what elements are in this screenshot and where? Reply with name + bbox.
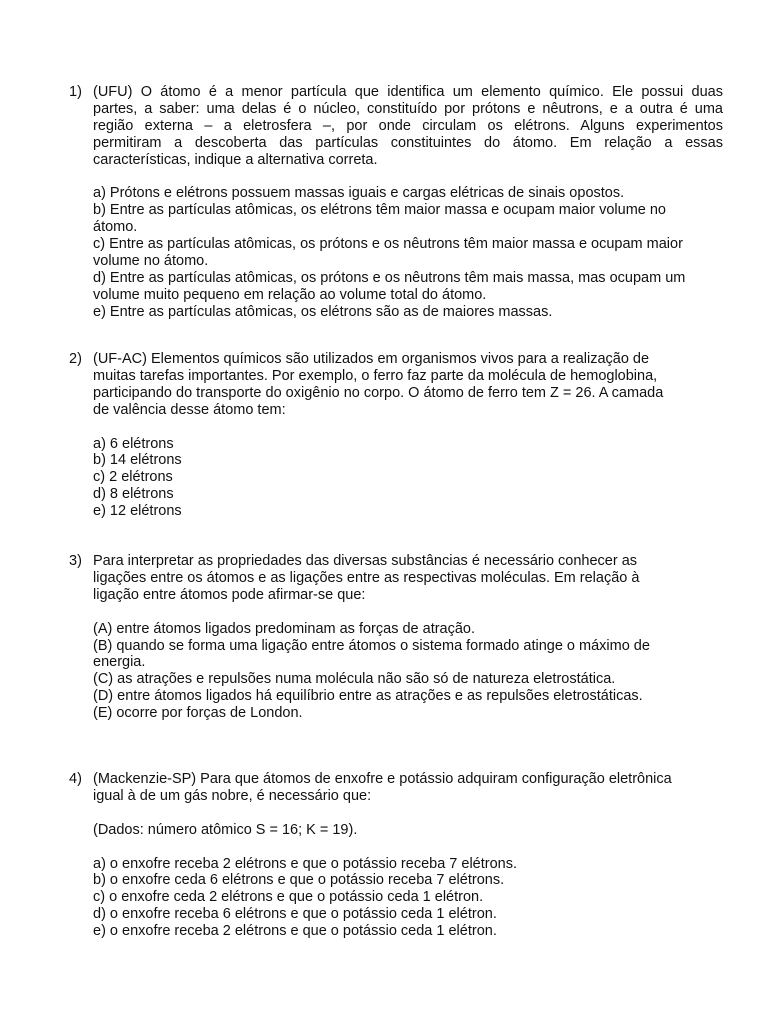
stem-line: de valência desse átomo tem: — [93, 401, 286, 418]
stem-line: muitas tarefas importantes. Por exemplo, o ferro faz parte da molécula de hemoglobina, — [93, 367, 658, 384]
option-e: e) 12 elétrons — [93, 503, 182, 520]
stem-line: participando do transporte do oxigênio no corpo. O átomo de ferro tem Z = 26. A camada — [93, 384, 664, 401]
option-b: b) Entre as partículas atômicas, os elétrons têm maior massa e ocupam maior volume no — [93, 202, 666, 219]
option-b: b) o enxofre ceda 6 elétrons e que o potássio receba 7 elétrons. — [93, 872, 505, 889]
option-a: a) 6 elétrons — [93, 435, 174, 452]
option-d: d) o enxofre receba 6 elétrons e que o potássio ceda 1 elétron. — [93, 906, 497, 923]
question-body — [93, 84, 723, 321]
question-body — [93, 553, 723, 722]
option-list — [93, 621, 723, 722]
stem-line: (Mackenzie-SP) Para que átomos de enxofre e potássio adquiram configuração eletrônica — [93, 771, 672, 787]
question-number: 4) — [69, 771, 82, 787]
stem-line: partes, a saber: uma delas é o núcleo, constituído por prótons e nêutrons, e a outra é uma — [93, 100, 723, 117]
option-d: d) 8 elétrons — [93, 486, 174, 503]
option-list — [93, 185, 723, 320]
question-body — [93, 771, 723, 940]
option-d: d) Entre as partículas atômicas, os prótons e os nêutrons têm mais massa, mas ocupam um — [93, 269, 686, 286]
option-c: c) 2 elétrons — [93, 469, 173, 486]
option-c: c) o enxofre ceda 2 elétrons e que o potássio ceda 1 elétron. — [93, 889, 484, 906]
stem-line: permitiram a descoberta das partículas constituintes do átomo. Em relação a essas — [93, 134, 723, 151]
option-b: b) 14 elétrons — [93, 452, 182, 469]
question-stem — [93, 351, 723, 419]
stem-line: ligação entre átomos pode afirmar-se que: — [93, 586, 366, 603]
question-stem — [93, 553, 723, 604]
question-stem — [93, 84, 723, 169]
option-d-cont: volume muito pequeno em relação ao volume total do átomo. — [93, 286, 487, 303]
question-body — [93, 351, 723, 520]
option-b: (B) quando se forma uma ligação entre átomos o sistema formado atinge o máximo de — [93, 637, 650, 654]
option-c: c) Entre as partículas atômicas, os prótons e os nêutrons têm maior massa e ocupam maior — [93, 236, 683, 253]
option-a: a) Prótons e elétrons possuem massas iguais e cargas elétricas de sinais opostos. — [93, 185, 625, 202]
option-c-cont: volume no átomo. — [93, 253, 209, 270]
option-b-cont: átomo. — [93, 219, 138, 236]
option-a: a) o enxofre receba 2 elétrons e que o potássio receba 7 elétrons. — [93, 855, 517, 872]
option-list — [93, 436, 723, 521]
question-number: 3) — [69, 553, 82, 569]
option-d: (D) entre átomos ligados há equilíbrio entre as atrações e as repulsões eletrostáticas. — [93, 688, 643, 705]
question-stem — [93, 771, 723, 805]
question-number: 1) — [69, 84, 82, 100]
option-e: (E) ocorre por forças de London. — [93, 705, 303, 722]
option-c: (C) as atrações e repulsões numa molécula não são só de natureza eletrostática. — [93, 671, 616, 688]
question-data-note: (Dados: número atômico S = 16; K = 19). — [93, 821, 358, 838]
option-a: (A) entre átomos ligados predominam as forças de atração. — [93, 620, 476, 637]
stem-line: região externa – a eletrosfera –, por onde circulam os elétrons. Alguns experimentos — [93, 117, 723, 134]
stem-line: Para interpretar as propriedades das diversas substâncias é necessário conhecer as — [93, 553, 638, 569]
stem-line: (UFU) O átomo é a menor partícula que identifica um elemento químico. Ele possui duas — [93, 84, 723, 100]
option-e: e) Entre as partículas atômicas, os elétrons são as de maiores massas. — [93, 303, 553, 320]
option-list — [93, 856, 723, 941]
stem-line: igual à de um gás nobre, é necessário que: — [93, 787, 372, 804]
stem-line: características, indique a alternativa correta. — [93, 151, 378, 168]
stem-line: ligações entre os átomos e as ligações entre as respectivas moléculas. Em relação à — [93, 569, 640, 586]
stem-line: (UF-AC) Elementos químicos são utilizados em organismos vivos para a realização de — [93, 351, 650, 367]
option-b-cont: energia. — [93, 654, 146, 671]
question-number: 2) — [69, 351, 82, 367]
option-e: e) o enxofre receba 2 elétrons e que o potássio ceda 1 elétron. — [93, 923, 497, 940]
